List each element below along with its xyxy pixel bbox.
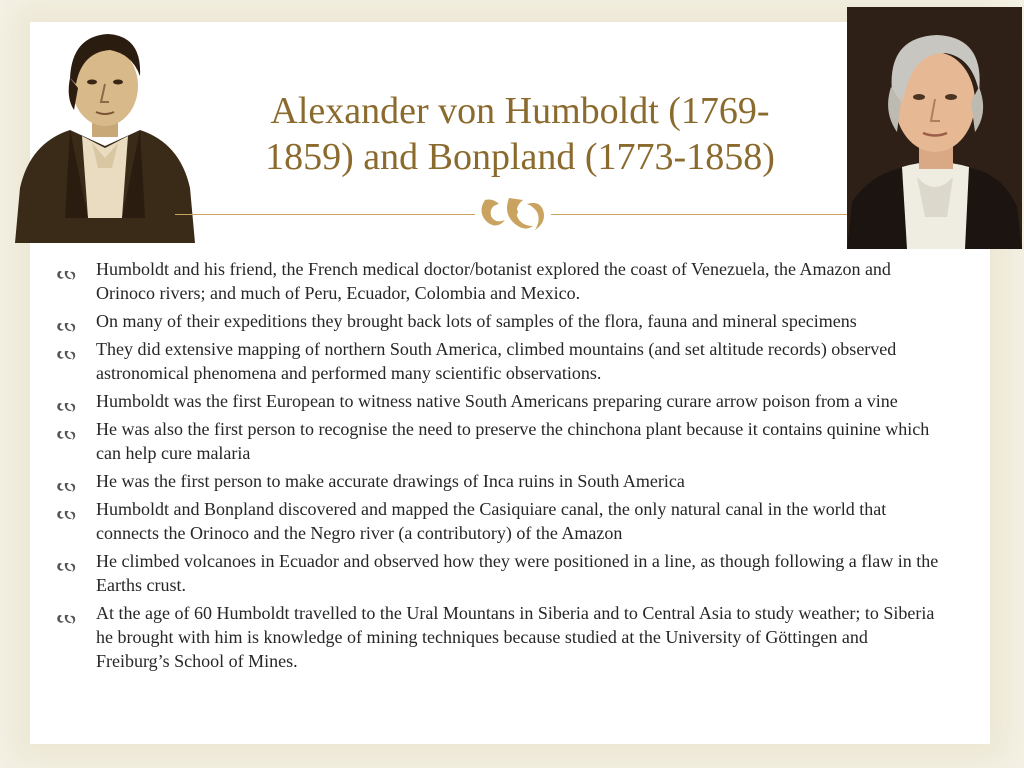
fleuron-bullet-icon xyxy=(56,503,76,515)
bullet-text: On many of their expeditions they brought back lots of samples of the flora, fauna and mineral specimens xyxy=(96,311,857,331)
fleuron-bullet-icon xyxy=(56,555,76,567)
slide-title-line-2: 1859) and Bonpland (1773-1858) xyxy=(265,136,775,178)
fleuron-bullet-icon xyxy=(56,475,76,487)
list-item xyxy=(56,601,946,673)
bullet-text: Humboldt and Bonpland discovered and mapped the Casiquiare canal, the only natural canal in the world that connects the Orinoco and the Negro river (a contributory) of the Amazon xyxy=(96,499,887,543)
fleuron-bullet-icon xyxy=(56,263,76,275)
bullet-text: Humboldt and his friend, the French medical doctor/botanist explored the coast of Venezuela, the Amazon and Orinoco rivers; and much of Peru, Ecuador, Colombia and Mexico. xyxy=(96,259,891,303)
fleuron-bullet-icon xyxy=(56,315,76,327)
bullet-text: He climbed volcanoes in Ecuador and observed how they were positioned in a line, as though following a flaw in the Earths crust. xyxy=(96,551,939,595)
list-item xyxy=(56,337,946,385)
list-item xyxy=(56,469,946,493)
bullet-text: He was also the first person to recognise the need to preserve the chinchona plant because it contains quinine which can help cure malaria xyxy=(96,419,930,463)
fleuron-bullet-icon xyxy=(56,343,76,355)
bullet-text: They did extensive mapping of northern South America, climbed mountains (and set altitude records) observed astronomical phenomena and performed many scientific observations. xyxy=(96,339,897,383)
bullet-text: Humboldt was the first European to witness native South Americans preparing curare arrow poison from a vine xyxy=(96,391,898,411)
fleuron-bullet-icon xyxy=(56,607,76,619)
fleuron-bullet-icon xyxy=(56,395,76,407)
list-item xyxy=(56,497,946,545)
bullet-list xyxy=(56,257,946,677)
fleuron-bullet-icon xyxy=(56,423,76,435)
bullet-text: At the age of 60 Humboldt travelled to the Ural Mountans in Siberia and to Central Asia to study weather; to Siberia he brought with him is knowledge of mining techniques because studied at the University of Göttingen and Freiburg’s School of Mines. xyxy=(96,603,935,671)
bonpland-portrait xyxy=(10,18,195,243)
list-item xyxy=(56,309,946,333)
bullet-text: He was the first person to make accurate drawings of Inca ruins in South America xyxy=(96,471,685,491)
humboldt-portrait xyxy=(847,7,1022,249)
fleuron-ornament-icon xyxy=(475,190,551,238)
list-item xyxy=(56,417,946,465)
list-item xyxy=(56,549,946,597)
list-item xyxy=(56,389,946,413)
slide-title xyxy=(205,88,835,180)
slide-title-line-1: Alexander von Humboldt (1769- xyxy=(270,90,770,132)
list-item xyxy=(56,257,946,305)
